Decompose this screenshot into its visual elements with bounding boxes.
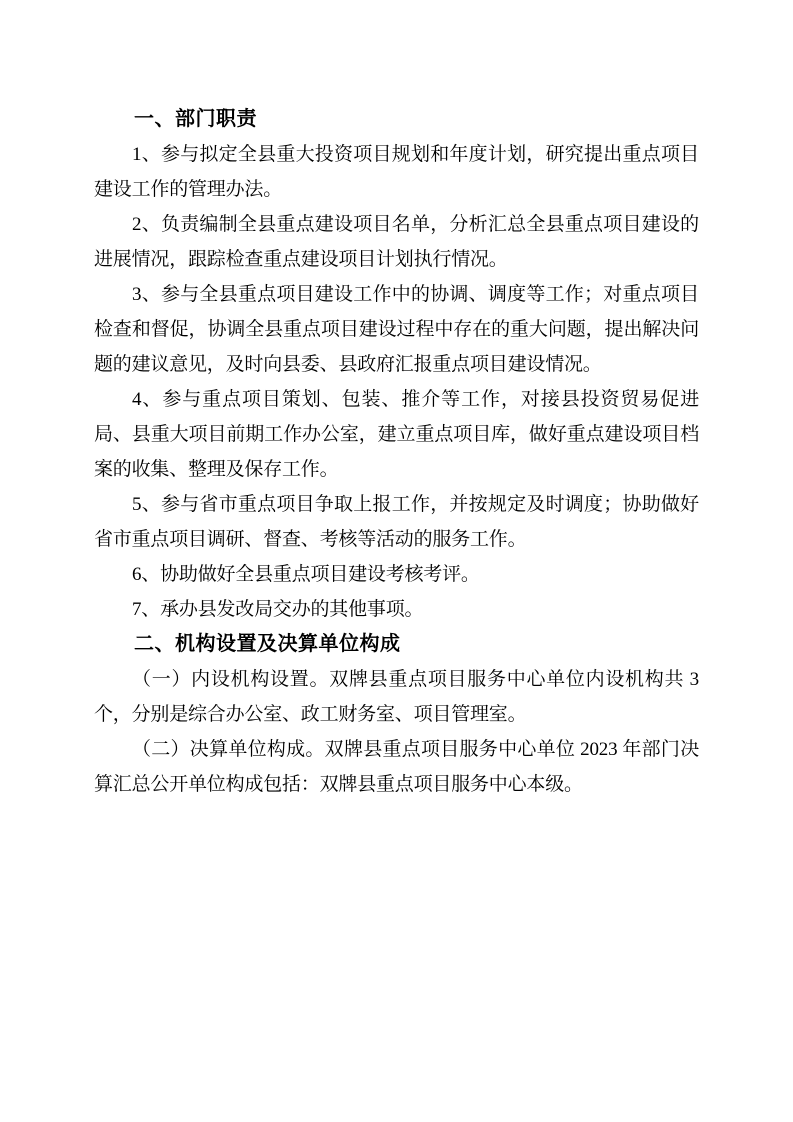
paragraph-line: 4、参与重点项目策划、包装、推介等工作，对接县投资贸易促进 bbox=[132, 389, 699, 410]
paragraph-line: 2、负责编制全县重点建设项目名单，分析汇总全县重点项目建设的 bbox=[132, 214, 699, 235]
paragraph-line: 检查和督促，协调全县重点项目建设过程中存在的重大问题，提出解决问 bbox=[94, 319, 699, 340]
paragraph-line: 进展情况，跟踪检查重点建设项目计划执行情况。 bbox=[94, 249, 508, 270]
paragraph-line: 题的建议意见，及时向县委、县政府汇报重点项目建设情况。 bbox=[94, 354, 602, 375]
paragraph-line: 1、参与拟定全县重大投资项目规划和年度计划，研究提出重点项目 bbox=[132, 144, 699, 165]
document-body bbox=[94, 102, 699, 802]
paragraph-line: 省市重点项目调研、督查、考核等活动的服务工作。 bbox=[94, 529, 527, 550]
paragraph-line: 建设工作的管理办法。 bbox=[94, 179, 283, 200]
paragraph-line: 个，分别是综合办公室、政工财务室、项目管理室。 bbox=[94, 704, 527, 725]
paragraph-line: 局、县重大项目前期工作办公室，建立重点项目库，做好重点建设项目档 bbox=[94, 424, 699, 445]
paragraph-line: 案的收集、整理及保存工作。 bbox=[94, 459, 339, 480]
paragraph-line: （一）内设机构设置。双牌县重点项目服务中心单位内设机构共 3 bbox=[132, 669, 699, 690]
paragraph-line: 3、参与全县重点项目建设工作中的协调、调度等工作；对重点项目 bbox=[132, 284, 699, 305]
section-heading: 一、部门职责 bbox=[134, 108, 257, 130]
paragraph-line: 5、参与省市重点项目争取上报工作，并按规定及时调度；协助做好 bbox=[132, 494, 699, 515]
paragraph-line: （二）决算单位构成。双牌县重点项目服务中心单位 2023 年部门决 bbox=[132, 739, 699, 760]
paragraph-line: 6、协助做好全县重点项目建设考核考评。 bbox=[132, 564, 480, 585]
paragraph-line: 算汇总公开单位构成包括：双牌县重点项目服务中心本级。 bbox=[94, 774, 583, 795]
paragraph-line: 7、承办县发改局交办的其他事项。 bbox=[132, 599, 424, 620]
section-heading: 二、机构设置及决算单位构成 bbox=[134, 633, 401, 655]
